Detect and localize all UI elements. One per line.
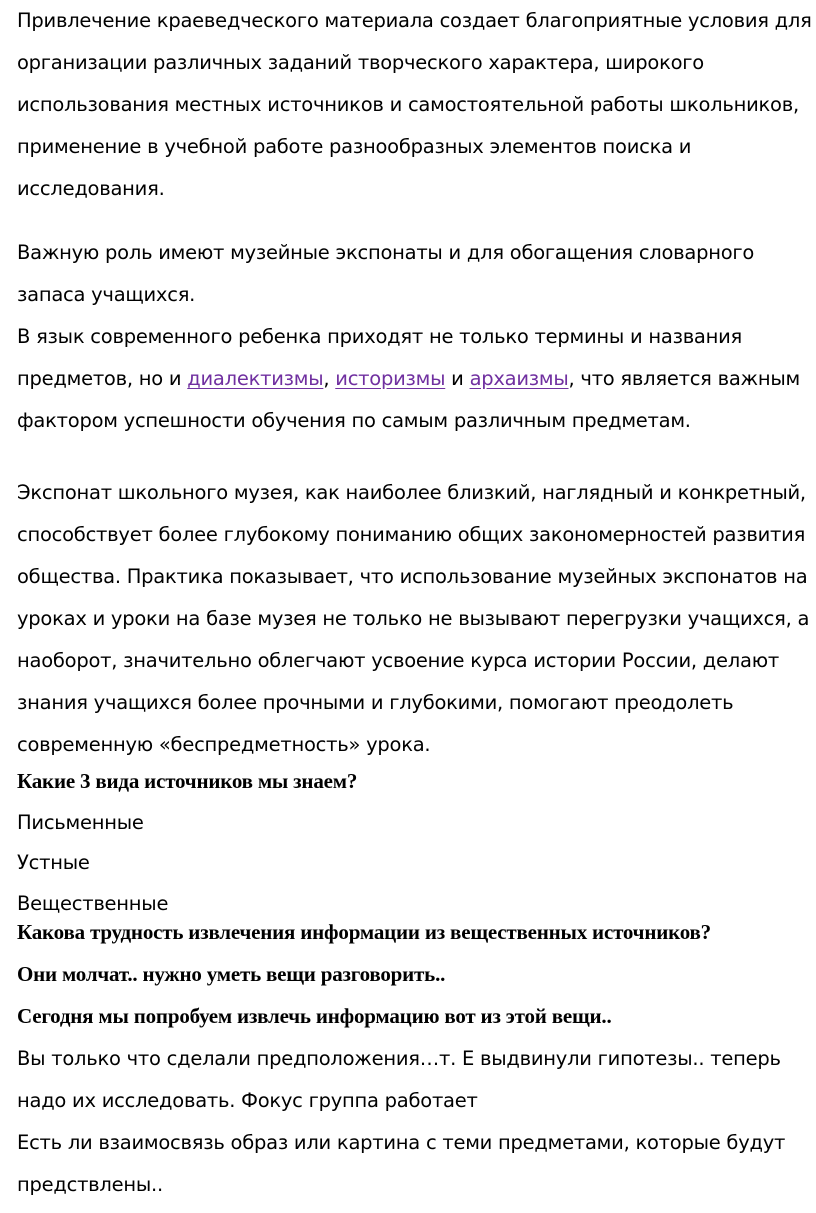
link-archaisms[interactable]: архаизмы — [469, 367, 569, 390]
paragraph-relation-question: Есть ли взаимосвязь образ или картина с теми предметами, которые будут предствлены.. — [17, 1131, 786, 1196]
paragraph-school-museum-exhibit: Экспонат школьного музея, как наиболее близкий, наглядный и конкретный, способствует более глубокому пониманию общих закономерностей развития общества. Практика показывает, что использование музейных экспонатов на уроках и уроки на базе музея не только не вызывают перегрузки учащихся, а наоборот, значительно облегчают усвоение курса истории России, делают знания учащихся более прочными и глубокими, помогают преодолеть современную «беспредметность» урока. — [17, 481, 810, 756]
statement-today: Сегодня мы попробуем извлечь информацию вот из этой вещи.. — [17, 1004, 612, 1028]
separator-and: и — [445, 367, 470, 390]
list-item-material: Вещественные — [17, 892, 169, 915]
paragraph-text-before: В язык современного ребенка приходят не только термины и названия предметов, но и — [17, 325, 743, 390]
paragraph-local-history: Привлечение краеведческого материала создает благоприятные условия для организации различных заданий творческого характера, широкого использования местных источников и самостоятельной работы школьников, применение в учебной работе разнообразных элементов поиска и исследования. — [17, 9, 812, 200]
paragraph-text-after: , что является важным фактором успешности обучения по самым различным предметам. — [17, 367, 800, 432]
separator-comma: , — [323, 367, 336, 390]
answer-they-are-silent: Они молчат.. нужно уметь вещи разговорить.. — [17, 962, 446, 986]
paragraph-child-language — [17, 316, 812, 442]
list-item-oral: Устные — [17, 851, 90, 874]
question-difficulty: Какова трудность извлечения информации из вещественных источников? — [17, 920, 711, 944]
question-source-types: Какие 3 вида источников мы знаем? — [17, 769, 358, 793]
link-dialectisms[interactable]: диалектизмы — [187, 367, 324, 390]
paragraph-hypotheses: Вы только что сделали предположения…т. Е выдвинули гипотезы.. теперь надо их исследовать. Фокус группа работает — [17, 1047, 781, 1112]
link-historicisms[interactable]: историзмы — [335, 367, 446, 390]
list-item-written: Письменные — [17, 811, 144, 834]
paragraph-museum-exhibits: Важную роль имеют музейные экспонаты и для обогащения словарного запаса учащихся. — [17, 241, 755, 306]
